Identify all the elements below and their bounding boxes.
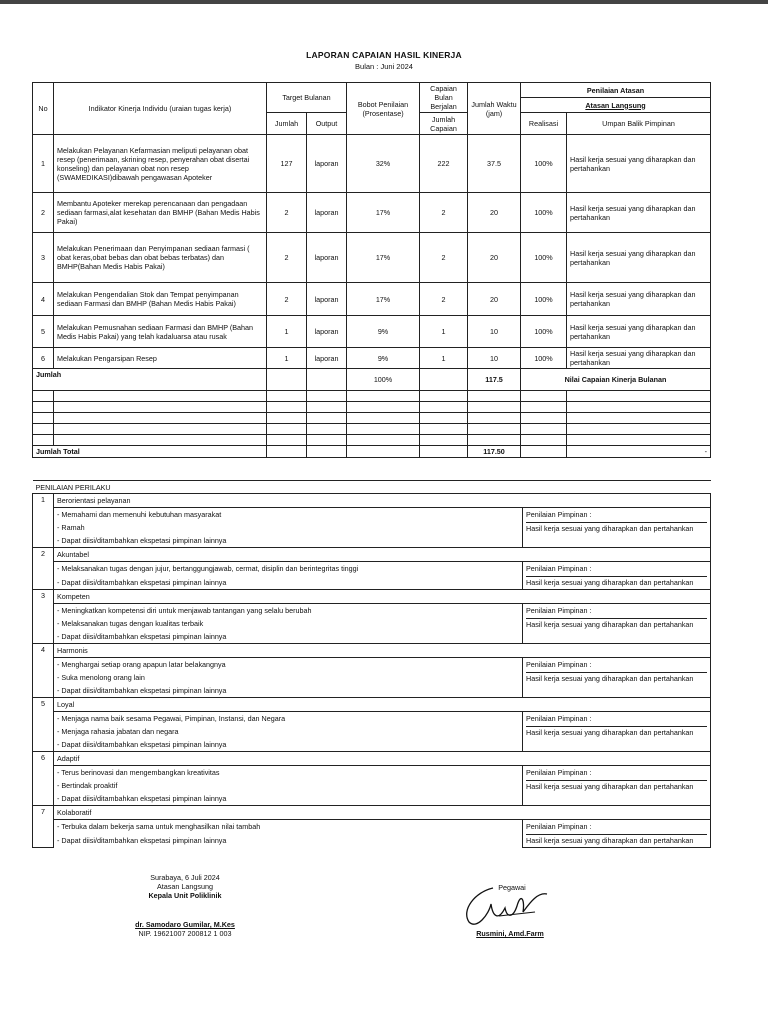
row-bobot: 32% bbox=[347, 135, 420, 193]
perilaku-item: - Ramah bbox=[54, 521, 523, 534]
row-jumlah: 127 bbox=[267, 135, 307, 193]
empty-row bbox=[33, 391, 711, 402]
empty-cell bbox=[54, 435, 267, 446]
perilaku-item: - Meningkatkan kompetensi diri untuk menjawab tantangan yang selalu berubah bbox=[54, 604, 523, 618]
perilaku-item: - Suka menolong orang lain bbox=[54, 671, 523, 684]
category-name: Kolaboratif bbox=[54, 806, 711, 820]
row-capaian: 2 bbox=[420, 283, 468, 316]
jumlah-row bbox=[33, 369, 711, 391]
row-realisasi: 100% bbox=[521, 233, 567, 283]
penilaian-hasil: Hasil kerja sesuai yang diharapkan dan pertahankan bbox=[526, 780, 707, 791]
empty-cell bbox=[347, 402, 420, 413]
empty-row bbox=[33, 413, 711, 424]
row-output: laporan bbox=[307, 135, 347, 193]
kinerja-row bbox=[33, 135, 711, 193]
header-penilaian-atasan: Penilaian Atasan bbox=[521, 83, 711, 98]
empty-cell bbox=[33, 413, 54, 424]
empty-cell bbox=[307, 391, 347, 402]
perilaku-item: - Menjaga rahasia jabatan dan negara bbox=[54, 725, 523, 738]
empty-cell bbox=[567, 391, 711, 402]
row-capaian: 222 bbox=[420, 135, 468, 193]
nilai-capaian-label: Nilai Capaian Kinerja Bulanan bbox=[521, 369, 711, 391]
category-name: Akuntabel bbox=[54, 548, 711, 562]
row-capaian: 2 bbox=[420, 233, 468, 283]
empty-cell bbox=[521, 435, 567, 446]
kinerja-row bbox=[33, 193, 711, 233]
empty-cell bbox=[567, 413, 711, 424]
empty-cell bbox=[420, 446, 468, 458]
perilaku-category-row bbox=[33, 644, 711, 658]
header-no: No bbox=[33, 83, 54, 135]
penilaian-label: Penilaian Pimpinan : bbox=[526, 510, 592, 519]
row-indikator: Melakukan Pengendalian Stok dan Tempat penyimpanan sediaan Farmasi dan BMHP (Bahan Medis Habis Pakai) bbox=[54, 283, 267, 316]
category-name: Harmonis bbox=[54, 644, 711, 658]
empty-cell bbox=[33, 402, 54, 413]
category-no: 4 bbox=[33, 644, 54, 698]
row-bobot: 17% bbox=[347, 283, 420, 316]
row-bobot: 9% bbox=[347, 348, 420, 369]
header-atasan-langsung: Atasan Langsung bbox=[521, 98, 711, 113]
empty-cell bbox=[521, 424, 567, 435]
row-umpan-balik: Hasil kerja sesuai yang diharapkan dan pertahankan bbox=[567, 316, 711, 348]
empty-cell bbox=[521, 413, 567, 424]
pegawai-name-block bbox=[430, 929, 590, 938]
empty-cell bbox=[54, 424, 267, 435]
jumlah-bobot: 100% bbox=[347, 369, 420, 391]
row-output: laporan bbox=[307, 193, 347, 233]
penilaian-pimpinan-cell bbox=[523, 604, 711, 644]
penilaian-hasil: Hasil kerja sesuai yang diharapkan dan pertahankan bbox=[526, 618, 707, 629]
kinerja-table bbox=[32, 82, 711, 458]
empty-cell bbox=[267, 413, 307, 424]
perilaku-item: - Dapat diisi/ditambahkan ekspetasi pimpinan lainnya bbox=[54, 630, 523, 644]
empty-cell bbox=[521, 446, 567, 458]
empty-cell bbox=[267, 402, 307, 413]
pegawai-handwritten-signature bbox=[455, 878, 565, 933]
perilaku-category-row bbox=[33, 806, 711, 820]
perilaku-item: - Menghargai setiap orang apapun latar belakangnya bbox=[54, 658, 523, 672]
row-indikator: Membantu Apoteker merekap perencanaan dan pengadaan sediaan farmasi,alat kesehatan dan BMHP (Bahan Medis Habis Pakai) bbox=[54, 193, 267, 233]
empty-cell bbox=[420, 413, 468, 424]
perilaku-table bbox=[32, 480, 711, 848]
row-waktu: 20 bbox=[468, 233, 521, 283]
penilaian-label: Penilaian Pimpinan : bbox=[526, 768, 592, 777]
pegawai-role: Pegawai bbox=[498, 883, 526, 892]
total-row bbox=[33, 446, 711, 458]
report-title: LAPORAN CAPAIAN HASIL KINERJA bbox=[306, 50, 462, 60]
penilaian-hasil: Hasil kerja sesuai yang diharapkan dan pertahankan bbox=[526, 834, 707, 845]
penilaian-pimpinan-cell bbox=[523, 766, 711, 806]
perilaku-item-row bbox=[33, 766, 711, 780]
penilaian-label: Penilaian Pimpinan : bbox=[526, 660, 592, 669]
header-umpan-balik: Umpan Balik Pimpinan bbox=[567, 113, 711, 135]
header-realisasi: Realisasi bbox=[521, 113, 567, 135]
empty-cell bbox=[267, 369, 307, 391]
empty-cell bbox=[567, 424, 711, 435]
row-output: laporan bbox=[307, 348, 347, 369]
row-jumlah: 2 bbox=[267, 233, 307, 283]
penilaian-label: Penilaian Pimpinan : bbox=[526, 564, 592, 573]
empty-cell bbox=[420, 369, 468, 391]
empty-cell bbox=[267, 446, 307, 458]
perilaku-item-row bbox=[33, 820, 711, 834]
row-indikator: Melakukan Pemusnahan sediaan Farmasi dan BMHP (Bahan Medis Habis Pakai) yang telah kadaluarsa atau rusak bbox=[54, 316, 267, 348]
empty-cell bbox=[33, 424, 54, 435]
header-capaian: Capaian Bulan Berjalan bbox=[420, 83, 468, 113]
empty-row bbox=[33, 402, 711, 413]
empty-cell bbox=[307, 402, 347, 413]
category-no: 7 bbox=[33, 806, 54, 848]
perilaku-item: - Dapat diisi/ditambahkan ekspetasi pimpinan lainnya bbox=[54, 684, 523, 698]
report-month: Bulan : Juni 2024 bbox=[355, 62, 413, 71]
empty-cell bbox=[420, 402, 468, 413]
empty-cell bbox=[420, 424, 468, 435]
category-no: 1 bbox=[33, 494, 54, 548]
penilaian-label: Penilaian Pimpinan : bbox=[526, 822, 592, 831]
penilaian-pimpinan-cell bbox=[523, 562, 711, 590]
empty-cell bbox=[347, 446, 420, 458]
scan-edge-line bbox=[0, 0, 768, 4]
row-jumlah: 1 bbox=[267, 316, 307, 348]
perilaku-item-row bbox=[33, 712, 711, 726]
row-jumlah: 2 bbox=[267, 193, 307, 233]
header-target: Target Bulanan bbox=[267, 83, 347, 113]
row-waktu: 20 bbox=[468, 283, 521, 316]
empty-cell bbox=[468, 391, 521, 402]
penilaian-pimpinan-cell bbox=[523, 820, 711, 848]
total-label: Jumlah Total bbox=[33, 446, 267, 458]
empty-cell bbox=[468, 413, 521, 424]
row-no: 4 bbox=[33, 283, 54, 316]
empty-cell bbox=[468, 424, 521, 435]
row-capaian: 2 bbox=[420, 193, 468, 233]
perilaku-item-row bbox=[33, 658, 711, 672]
kinerja-row bbox=[33, 348, 711, 369]
empty-cell bbox=[54, 391, 267, 402]
atasan-signature-block bbox=[100, 873, 270, 938]
category-no: 6 bbox=[33, 752, 54, 806]
empty-cell bbox=[420, 391, 468, 402]
row-waktu: 10 bbox=[468, 348, 521, 369]
row-no: 3 bbox=[33, 233, 54, 283]
row-bobot: 17% bbox=[347, 193, 420, 233]
category-no: 5 bbox=[33, 698, 54, 752]
kinerja-row bbox=[33, 233, 711, 283]
row-waktu: 20 bbox=[468, 193, 521, 233]
perilaku-category-row bbox=[33, 548, 711, 562]
perilaku-item: - Menjaga nama baik sesama Pegawai, Pimpinan, Instansi, dan Negara bbox=[54, 712, 523, 726]
row-umpan-balik: Hasil kerja sesuai yang diharapkan dan pertahankan bbox=[567, 135, 711, 193]
perilaku-item: - Terbuka dalam bekerja sama untuk menghasilkan nilai tambah bbox=[54, 820, 523, 834]
row-capaian: 1 bbox=[420, 348, 468, 369]
category-no: 2 bbox=[33, 548, 54, 590]
penilaian-pimpinan-cell bbox=[523, 508, 711, 548]
row-indikator: Melakukan Penerimaan dan Penyimpanan sediaan farmasi ( obat keras,obat bebas dan obat bebas terbatas) dan BMHP(Bahan Medis Habis Pakai) bbox=[54, 233, 267, 283]
perilaku-category-row bbox=[33, 752, 711, 766]
perilaku-item: - Memahami dan memenuhi kebutuhan masyarakat bbox=[54, 508, 523, 522]
empty-cell bbox=[307, 424, 347, 435]
header-output: Output bbox=[307, 113, 347, 135]
perilaku-category-row bbox=[33, 698, 711, 712]
empty-cell bbox=[567, 435, 711, 446]
row-umpan-balik: Hasil kerja sesuai yang diharapkan dan pertahankan bbox=[567, 193, 711, 233]
row-realisasi: 100% bbox=[521, 135, 567, 193]
jumlah-label: Jumlah bbox=[33, 369, 267, 391]
empty-cell bbox=[267, 391, 307, 402]
row-no: 6 bbox=[33, 348, 54, 369]
row-no: 5 bbox=[33, 316, 54, 348]
row-indikator: Melakukan Pelayanan Kefarmasian meliputi pelayanan obat resep (penerimaan, skrining resep, penyerahan obat disertai konseling) dan pelayanan obat non resep (SWAMEDIKASI)dibawah pengawasan Apoteker bbox=[54, 135, 267, 193]
header-jumlah: Jumlah bbox=[267, 113, 307, 135]
penilaian-label: Penilaian Pimpinan : bbox=[526, 714, 592, 723]
row-umpan-balik: Hasil kerja sesuai yang diharapkan dan pertahankan bbox=[567, 283, 711, 316]
empty-cell bbox=[54, 413, 267, 424]
row-umpan-balik: Hasil kerja sesuai yang diharapkan dan pertahankan bbox=[567, 348, 711, 369]
row-output: laporan bbox=[307, 316, 347, 348]
row-output: laporan bbox=[307, 283, 347, 316]
perilaku-title: PENILAIAN PERILAKU bbox=[33, 481, 711, 494]
empty-row bbox=[33, 435, 711, 446]
header-waktu: Jumlah Waktu (jam) bbox=[468, 83, 521, 135]
row-umpan-balik: Hasil kerja sesuai yang diharapkan dan pertahankan bbox=[567, 233, 711, 283]
row-waktu: 37.5 bbox=[468, 135, 521, 193]
kinerja-row bbox=[33, 283, 711, 316]
category-name: Loyal bbox=[54, 698, 711, 712]
row-no: 1 bbox=[33, 135, 54, 193]
empty-cell bbox=[521, 391, 567, 402]
atasan-role: Atasan Langsung bbox=[157, 882, 213, 891]
row-realisasi: 100% bbox=[521, 348, 567, 369]
row-realisasi: 100% bbox=[521, 283, 567, 316]
row-realisasi: 100% bbox=[521, 193, 567, 233]
jumlah-waktu: 117.5 bbox=[468, 369, 521, 391]
perilaku-category-row bbox=[33, 590, 711, 604]
row-jumlah: 2 bbox=[267, 283, 307, 316]
perilaku-title-row bbox=[33, 481, 711, 494]
empty-cell bbox=[347, 424, 420, 435]
empty-cell bbox=[347, 391, 420, 402]
category-no: 3 bbox=[33, 590, 54, 644]
row-bobot: 17% bbox=[347, 233, 420, 283]
empty-cell bbox=[307, 413, 347, 424]
perilaku-item: - Melaksanakan tugas dengan jujur, bertanggungjawab, cermat, disiplin dan berintegritas tinggi bbox=[54, 562, 523, 576]
row-realisasi: 100% bbox=[521, 316, 567, 348]
empty-cell bbox=[33, 391, 54, 402]
row-jumlah: 1 bbox=[267, 348, 307, 369]
place-date: Surabaya, 6 Juli 2024 bbox=[150, 873, 220, 882]
empty-cell bbox=[347, 435, 420, 446]
penilaian-pimpinan-cell bbox=[523, 658, 711, 698]
empty-cell bbox=[54, 402, 267, 413]
category-name: Adaptif bbox=[54, 752, 711, 766]
total-waktu: 117.50 bbox=[468, 446, 521, 458]
empty-row bbox=[33, 424, 711, 435]
row-capaian: 1 bbox=[420, 316, 468, 348]
perilaku-item-row bbox=[33, 562, 711, 576]
category-name: Berorientasi pelayanan bbox=[54, 494, 711, 508]
penilaian-hasil: Hasil kerja sesuai yang diharapkan dan pertahankan bbox=[526, 522, 707, 533]
penilaian-label: Penilaian Pimpinan : bbox=[526, 606, 592, 615]
perilaku-item: - Dapat diisi/ditambahkan ekspetasi pimpinan lainnya bbox=[54, 738, 523, 752]
atasan-name: dr. Samodaro Gumilar, M.Kes bbox=[135, 920, 235, 929]
header-bobot: Bobot Penilaian (Prosentase) bbox=[347, 83, 420, 135]
atasan-unit: Kepala Unit Poliklinik bbox=[148, 891, 222, 900]
empty-cell bbox=[267, 435, 307, 446]
perilaku-item-row bbox=[33, 604, 711, 618]
empty-cell bbox=[468, 402, 521, 413]
empty-cell bbox=[420, 435, 468, 446]
total-dash: - bbox=[567, 446, 711, 458]
row-no: 2 bbox=[33, 193, 54, 233]
atasan-nip: NIP. 19621007 200812 1 003 bbox=[138, 929, 232, 938]
kinerja-row bbox=[33, 316, 711, 348]
empty-cell bbox=[347, 413, 420, 424]
empty-cell bbox=[307, 369, 347, 391]
perilaku-item: - Melaksanakan tugas dengan kualitas terbaik bbox=[54, 617, 523, 630]
empty-cell bbox=[521, 402, 567, 413]
row-indikator: Melakukan Pengarsipan Resep bbox=[54, 348, 267, 369]
row-bobot: 9% bbox=[347, 316, 420, 348]
row-waktu: 10 bbox=[468, 316, 521, 348]
penilaian-hasil: Hasil kerja sesuai yang diharapkan dan pertahankan bbox=[526, 672, 707, 683]
penilaian-hasil: Hasil kerja sesuai yang diharapkan dan pertahankan bbox=[526, 726, 707, 737]
empty-cell bbox=[307, 435, 347, 446]
empty-cell bbox=[307, 446, 347, 458]
perilaku-item-row bbox=[33, 508, 711, 522]
perilaku-item: - Dapat diisi/ditambahkan ekspetasi pimpinan lainnya bbox=[54, 834, 523, 848]
perilaku-item: - Terus berinovasi dan mengembangkan kreativitas bbox=[54, 766, 523, 780]
perilaku-item: - Dapat diisi/ditambahkan ekspetasi pimpinan lainnya bbox=[54, 792, 523, 806]
header-jumlah-capaian: Jumlah Capaian bbox=[420, 113, 468, 135]
empty-cell bbox=[468, 435, 521, 446]
empty-cell bbox=[567, 402, 711, 413]
perilaku-item: - Bertindak proaktif bbox=[54, 779, 523, 792]
pegawai-name: Rusmini, Amd.Farm bbox=[476, 929, 544, 938]
perilaku-item: - Dapat diisi/ditambahkan ekspetasi pimpinan lainnya bbox=[54, 534, 523, 548]
penilaian-hasil: Hasil kerja sesuai yang diharapkan dan pertahankan bbox=[526, 576, 707, 587]
empty-cell bbox=[33, 435, 54, 446]
empty-cell bbox=[267, 424, 307, 435]
perilaku-category-row bbox=[33, 494, 711, 508]
category-name: Kompeten bbox=[54, 590, 711, 604]
header-indikator: Indikator Kinerja Individu (uraian tugas kerja) bbox=[54, 83, 267, 135]
penilaian-pimpinan-cell bbox=[523, 712, 711, 752]
perilaku-item: - Dapat diisi/ditambahkan ekspetasi pimpinan lainnya bbox=[54, 576, 523, 590]
row-output: laporan bbox=[307, 233, 347, 283]
